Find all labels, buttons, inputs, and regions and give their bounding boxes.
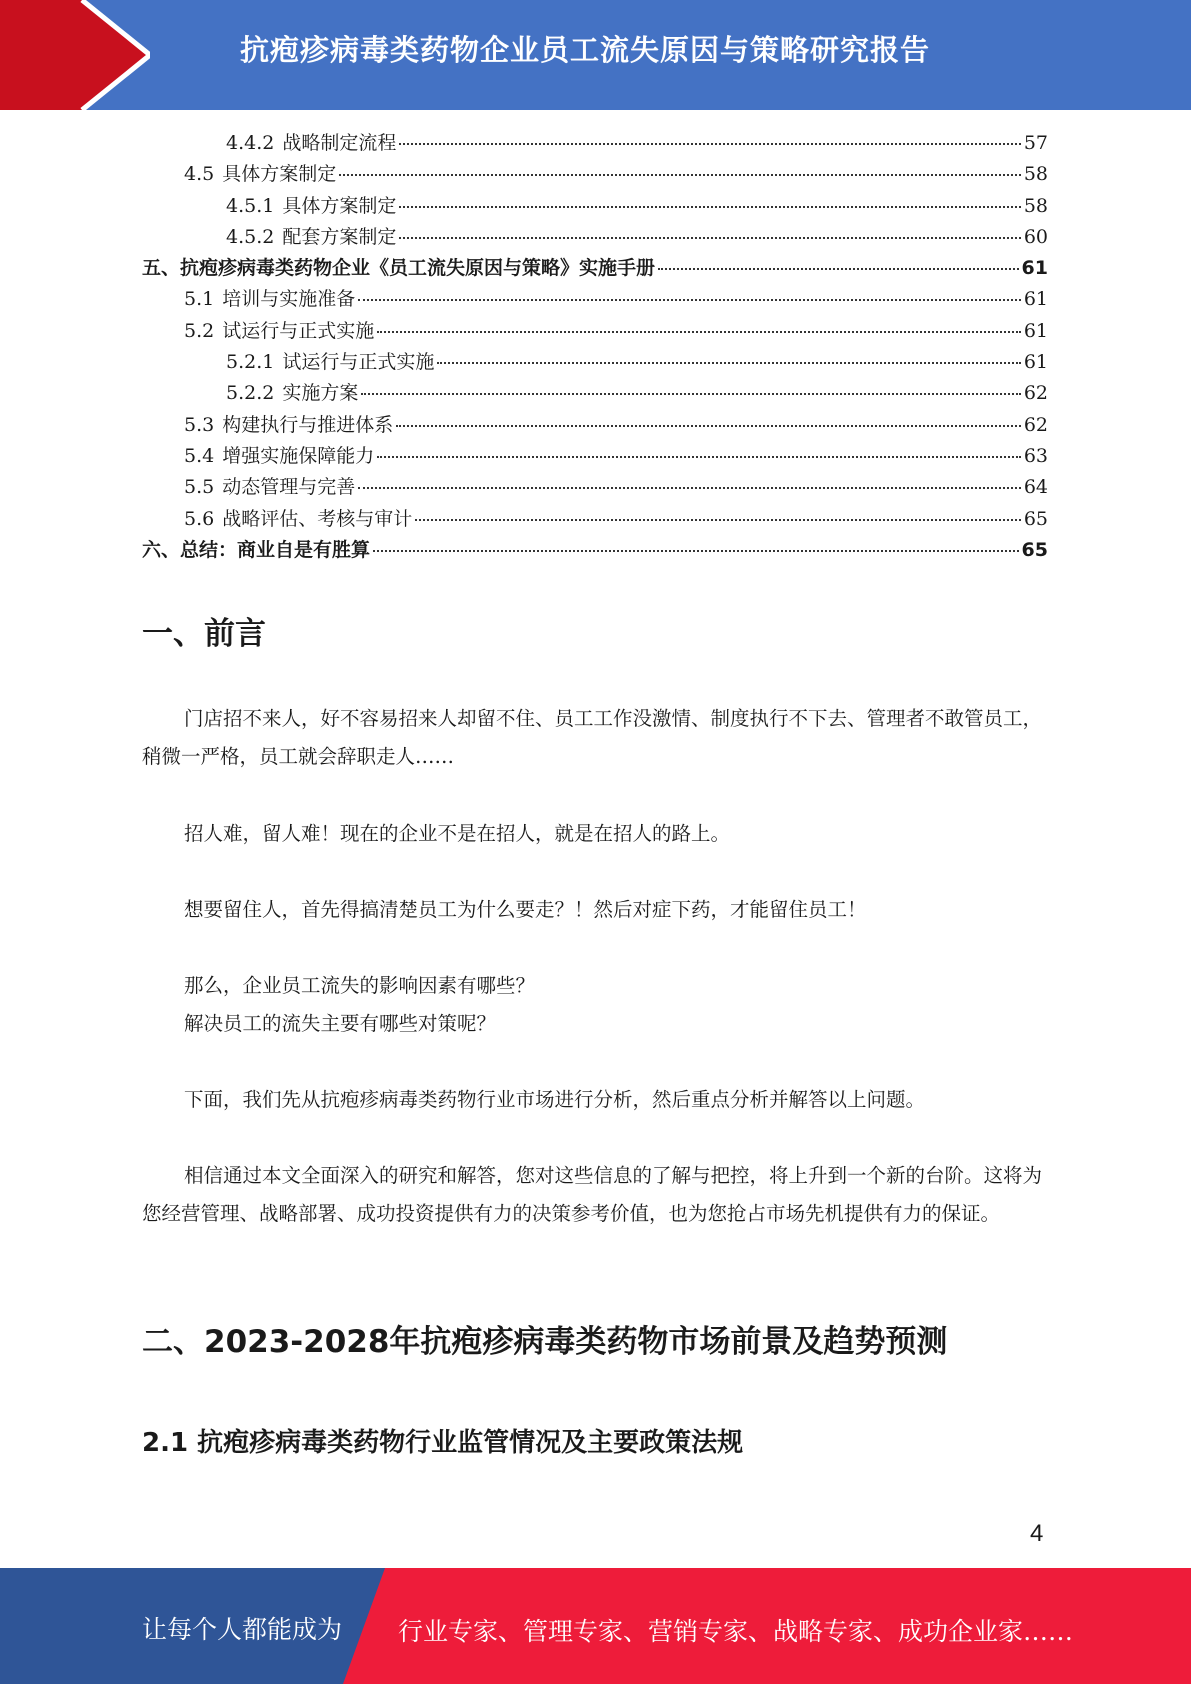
toc-entry-title: 试运行与正式实施: [282, 351, 435, 374]
toc-leader-dots: [399, 206, 1020, 208]
toc-entry[interactable]: [142, 410, 1048, 441]
toc-leader-dots: [377, 331, 1021, 333]
toc-entry-page: 65: [1023, 507, 1048, 530]
paragraph: 下面，我们先从抗疱疹病毒类药物行业市场进行分析，然后重点分析并解答以上问题。: [184, 1088, 926, 1111]
section-heading-market-outlook: 二、2023-2028年抗疱疹病毒类药物市场前景及趋势预测: [142, 1324, 948, 1360]
footer-slogan-left: 让每个人都能成为: [142, 1615, 343, 1644]
toc-entry-title: 实施方案: [282, 382, 359, 405]
toc-entry-page: 62: [1023, 413, 1048, 436]
toc-entry-number: 5.3: [184, 413, 215, 436]
toc-entry-number: 4.5: [184, 163, 215, 186]
toc-entry[interactable]: [142, 222, 1048, 253]
toc-entry-page: 63: [1023, 444, 1048, 467]
table-of-contents: [142, 128, 1048, 566]
toc-entry-title: 配套方案制定: [282, 225, 397, 248]
toc-leader-dots: [415, 519, 1021, 521]
toc-entry-number: 4.5.1: [226, 194, 275, 217]
toc-leader-dots: [658, 268, 1019, 270]
toc-leader-dots: [399, 143, 1020, 145]
page-number: 4: [1030, 1520, 1044, 1547]
toc-leader-dots: [399, 237, 1020, 239]
toc-entry-title: 具体方案制定: [282, 194, 397, 217]
toc-entry-title: 构建执行与推进体系: [222, 413, 394, 436]
toc-entry-page: 58: [1023, 194, 1048, 217]
toc-leader-dots: [396, 425, 1021, 427]
toc-leader-dots: [373, 550, 1019, 552]
header-red-chevron: [0, 0, 150, 110]
paragraph: 那么，企业员工流失的影响因素有哪些？: [184, 974, 536, 997]
toc-entry[interactable]: [142, 378, 1048, 409]
toc-entry[interactable]: [142, 284, 1048, 315]
toc-entry[interactable]: [142, 441, 1048, 472]
toc-entry-title: 战略评估、考核与审计: [222, 507, 413, 530]
toc-leader-dots: [377, 456, 1021, 458]
toc-entry-title: 战略制定流程: [282, 132, 397, 154]
toc-entry-page: 64: [1023, 476, 1048, 499]
toc-entry-number: 5.4: [184, 444, 215, 467]
toc-entry-number: 4.4.2: [226, 132, 275, 154]
section-heading-preface: 一、前言: [142, 616, 266, 652]
paragraph: 解决员工的流失主要有哪些对策呢？: [184, 1012, 497, 1035]
toc-entry-title: 动态管理与完善: [222, 476, 356, 499]
toc-entry[interactable]: [142, 472, 1048, 503]
toc-entry[interactable]: [142, 253, 1048, 284]
toc-entry[interactable]: [142, 347, 1048, 378]
toc-entry-number: 5.5: [184, 476, 215, 499]
toc-leader-dots: [358, 487, 1021, 489]
toc-entry[interactable]: [142, 504, 1048, 535]
toc-entry-title: 培训与实施准备: [222, 288, 356, 311]
toc-entry-title: 六、总结：商业自是有胜算: [142, 538, 371, 561]
paragraph: 想要留住人，首先得搞清楚员工为什么要走？！然后对症下药，才能留住员工！: [184, 898, 867, 921]
page-header: [0, 0, 1191, 110]
toc-entry-page: 58: [1023, 163, 1048, 186]
toc-entry-page: 62: [1023, 382, 1048, 405]
toc-entry[interactable]: [142, 535, 1048, 566]
toc-leader-dots: [437, 362, 1020, 364]
toc-entry[interactable]: [142, 128, 1048, 159]
toc-entry-page: 61: [1021, 257, 1048, 280]
toc-entry-number: 5.2.1: [226, 351, 275, 374]
toc-leader-dots: [361, 393, 1020, 395]
toc-leader-dots: [358, 299, 1021, 301]
toc-entry-page: 60: [1023, 225, 1048, 248]
toc-entry-page: 61: [1023, 288, 1048, 311]
paragraph: 门店招不来人，好不容易招来人却留不住、员工工作没激情、制度执行不下去、管理者不敢管员工，稍微一严格，员工就会辞职走人……: [142, 707, 1043, 768]
toc-entry[interactable]: [142, 191, 1048, 222]
page-footer: [0, 1568, 1191, 1684]
toc-entry-page: 61: [1023, 351, 1048, 374]
paragraph: 相信通过本文全面深入的研究和解答，您对这些信息的了解与把控，将上升到一个新的台阶。这将为您经营管理、战略部署、成功投资提供有力的决策参考价值，也为您抢占市场先机提供有力的保证。: [142, 1164, 1043, 1225]
toc-entry-number: 5.1: [184, 288, 215, 311]
toc-entry-title: 五、抗疱疹病毒类药物企业《员工流失原因与策略》实施手册: [142, 257, 656, 280]
toc-entry[interactable]: [142, 159, 1048, 190]
toc-entry-title: 具体方案制定: [222, 163, 337, 186]
toc-entry-title: 试运行与正式实施: [222, 319, 375, 342]
toc-entry-page: 57: [1023, 132, 1048, 154]
subsection-heading-regulation: 2.1 抗疱疹病毒类药物行业监管情况及主要政策法规: [142, 1428, 744, 1458]
toc-entry-number: 4.5.2: [226, 225, 275, 248]
toc-entry-page: 61: [1023, 319, 1048, 342]
toc-entry-number: 5.2: [184, 319, 215, 342]
toc-leader-dots: [339, 174, 1021, 176]
toc-entry-title: 增强实施保障能力: [222, 444, 375, 467]
toc-entry-page: 65: [1021, 538, 1048, 561]
toc-entry[interactable]: [142, 316, 1048, 347]
report-title: 抗疱疹病毒类药物企业员工流失原因与策略研究报告: [240, 33, 931, 67]
paragraph: 招人难，留人难！现在的企业不是在招人，就是在招人的路上。: [184, 822, 731, 845]
toc-entry-number: 5.6: [184, 507, 215, 530]
toc-entry-number: 5.2.2: [226, 382, 275, 405]
footer-slogan-right: 行业专家、管理专家、营销专家、战略专家、成功企业家……: [398, 1617, 1074, 1646]
